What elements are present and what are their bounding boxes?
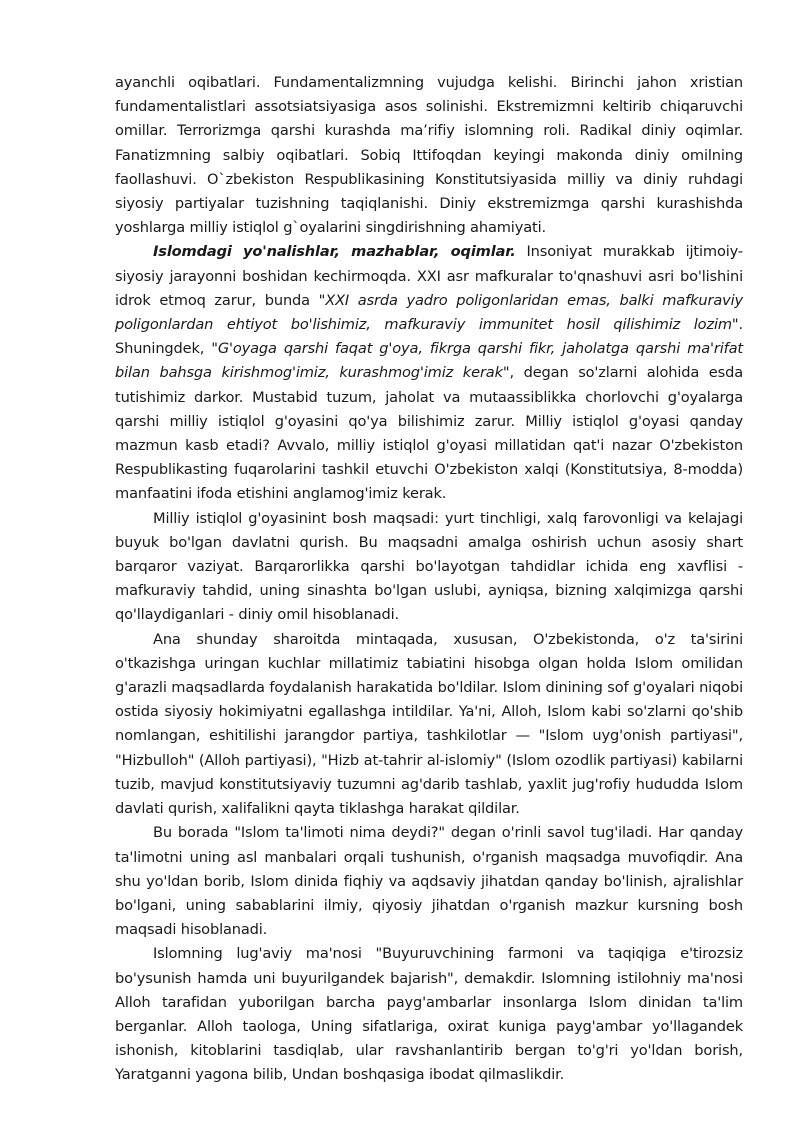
paragraph-text: , degan so'zlarni alohida esda tutishimiz darkor. Mustabid tuzum, jaholat va mutaassiblikka chorlovchi g'oyalarga qarshi milliy istiqlol g'oyasini qo'ya bilishimiz zarur. Milliy istiqlol g'oyasi qanday mazmun kasb etadi? Avvalo, milliy istiqlol g'oyasi millatidan qat'i nazar O'zbekiston Respublikasting fuqarolarini tashkil etuvchi O'zbekiston xalqi (Konstitutsiya, 8-modda) manfaatini ifoda etishini anglamog'imiz kerak.	[115, 364, 743, 503]
section-heading: Islomdagi yo'nalishlar, mazhablar, oqimlar.	[153, 243, 516, 261]
paragraph-text: Insoniyat murakkab ijtimoiy-siyosiy jarayonni boshidan kechirmoqda. XXI asr mafkuralar to'qnashuvi asri bo'lishini idrok etmoq zarur, bunda	[115, 243, 743, 309]
document-page	[115, 71, 743, 1088]
paragraph-section-intro	[115, 240, 743, 506]
paragraph-islam-meaning: Islomning lug'aviy ma'nosi "Buyuruvchining farmoni va taqiqiga e'tirozsiz bo'ysunish hamda uni buyurilgandek bajarish", demakdir. Islomning istilohniy ma'nosi Alloh tarafidan yuborilgan barcha payg'ambarlar insonlarga Islom dinidan ta'lim berganlar. Alloh taologa, Uning sifatlariga, oxirat kuniga payg'ambar yo'llagandek ishonish, kitoblarini tasdiqlab, ular ravshanlantirib bergan to'g'ri yo'ldan borish, Yaratganni yagona bilib, Undan boshqasiga ibodat qilmaslikdir.	[115, 945, 743, 1084]
quote-1: "XXI asrda yadro poligonlaridan emas, balki mafkuraviy poligonlardan ehtiyot bo'lishimiz, mafkuraviy immunitet hosil qilishimiz lozim"	[115, 291, 743, 334]
paragraph-text: . Shuningdek,	[115, 316, 743, 358]
paragraph-regional-forces: Ana shunday sharoitda mintaqada, xususan, O'zbekistonda, o'z ta'sirini o'tkazishga uringan kuchlar millatimiz tabiatini hisobga olgan holda Islom omilidan g'arazli maqsadlarda foydalanish harakatida bo'ldilar. Islom dinining sof g'oyalari niqobi ostida siyosiy hokimiyatni egallashga intildilar. Ya'ni, Alloh, Islom kabi so'zlarni qo'shib nomlangan, eshitilishi jarangdor partiya, tashkilotlar — "Islom uyg'onish partiyasi", "Hizbulloh" (Alloh partiyasi), "Hizb at-tahrir al-islomiy" (Islom ozodlik partiyasi) kabilarni tuzib, mavjud konstitutsiyaviy tuzumni ag'darib tashlab, yaxlit jug'rofiy hududda Islom davlati qurish, xalifalikni qayta tiklashga harakat qildilar.	[115, 630, 743, 818]
paragraph-islam-teaching: Bu borada "Islom ta'limoti nima deydi?" degan o'rinli savol tug'iladi. Har qanday ta'limotni uning asl manbalari orqali tushunish, o'rganish maqsadga muvofiqdir. Ana shu yo'ldan borib, Islom dinida fiqhiy va aqdsaviy jihatdan qanday bo'linish, ajralishlar bo'lgani, uning sabablarini ilmiy, qiyosiy jihatdan o'rganish mazkur kursning bosh maqsadi hisoblanadi.	[115, 824, 743, 939]
paragraph-national-idea: Milliy istiqlol g'oyasinint bosh maqsadi: yurt tinchligi, xalq farovonligi va kelajagi buyuk bo'lgan davlatni qurish. Bu maqsadni amalga oshirish uchun asosiy shart barqaror vaziyat. Barqarorlikka qarshi bo'layotgan tahdidlar ichida eng xavflisi - mafkuraviy tahdid, uning sinashta bo'lgan uslubi, ayniqsa, bizning xalqimizga qarshi qo'llaydiganlari - diniy omil hisoblanadi.	[115, 509, 743, 624]
quote-2: "G'oyaga qarshi faqat g'oya, fikrga qarshi fikr, jaholatga qarshi ma'rifat bilan bahsga kirishmog'imiz, kurashmog'imiz kerak"	[115, 340, 743, 382]
paragraph-topics: ayanchli oqibatlari. Fundamentalizmning vujudga kelishi. Birinchi jahon xristian fundamentalistlari assotsiatsiyasiga asos solinishi. Ekstremizmni keltirib chiqaruvchi omillar. Terrorizmga qarshi kurashda ma’rifiy islomning roli. Radikal diniy oqimlar. Fanatizmning salbiy oqibatlari. Sobiq Ittifoqdan keyingi makonda diniy omilning faollashuvi. O`zbekiston Respublikasining Konstitutsiyasida milliy va diniy ruhdagi siyosiy partiyalar tuzishning taqiqlanishi. Diniy ekstremizmga qarshi kurashishda yoshlarga milliy istiqlol g`oyalarini singdirishning ahamiyati.	[115, 74, 743, 237]
